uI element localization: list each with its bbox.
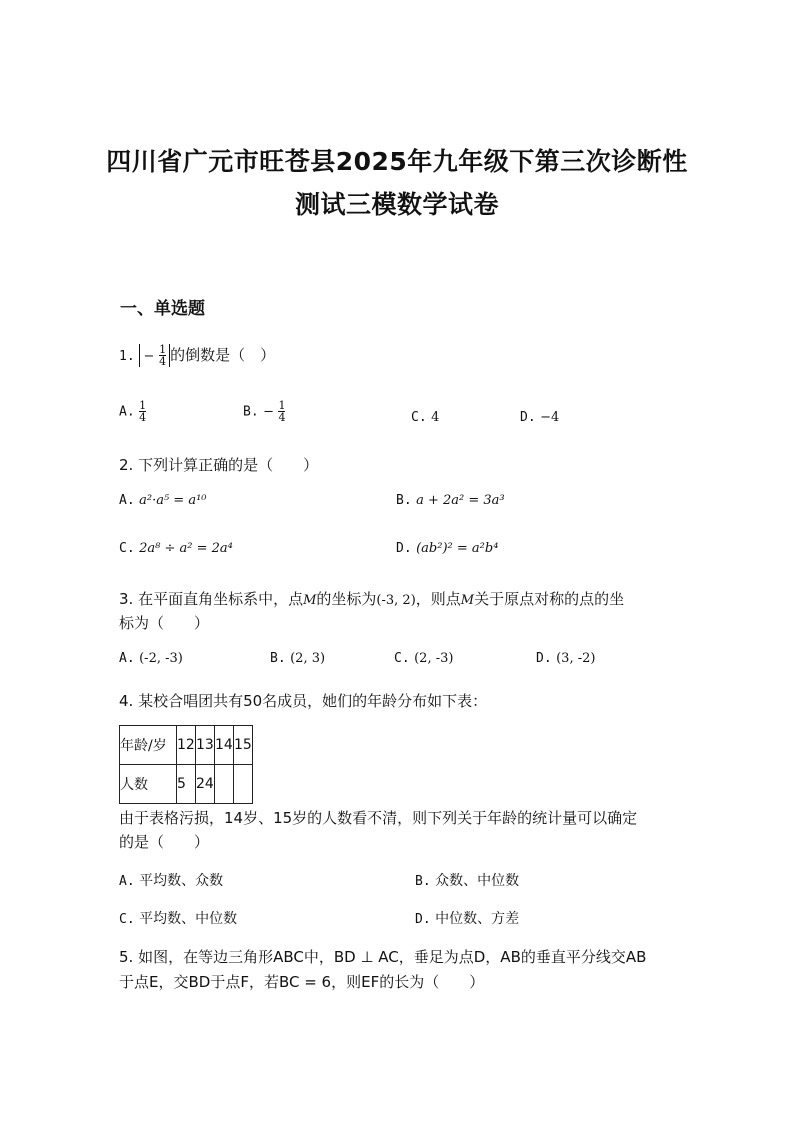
q2-option-d[interactable]: D. (ab²)² = a²b⁴ <box>396 541 499 556</box>
question-3-line2: 标为（ ） <box>119 614 210 632</box>
table-cell: 年龄/岁 <box>120 726 177 765</box>
question-4-line1: 由于表格污损，14岁、15岁的人数看不清，则下列关于年龄的统计量可以确定 <box>119 809 638 827</box>
table-cell <box>215 765 234 804</box>
table-row <box>120 765 253 804</box>
q3-option-a[interactable]: A. (-2, -3) <box>119 651 183 666</box>
q4-option-c[interactable]: C. 平均数、中位数 <box>119 911 238 927</box>
q4-option-b[interactable]: B. 众数、中位数 <box>415 873 520 889</box>
age-distribution-table <box>119 725 253 804</box>
question-1 <box>119 344 275 367</box>
q3-option-c[interactable]: C. (2, -3) <box>394 651 454 666</box>
document-title-line1: 四川省广元市旺苍县2025年九年级下第三次诊断性 <box>106 147 688 176</box>
absolute-value-expression: − $\frac{1}{4}$ <box>139 344 170 367</box>
table-row <box>120 726 253 765</box>
section-heading: 一、单选题 <box>120 299 205 319</box>
table-cell: 人数 <box>120 765 177 804</box>
q1-option-b[interactable]: B. − $\frac{1}{4}$ <box>243 399 286 424</box>
q1-option-c[interactable]: C. 4 <box>411 410 440 425</box>
question-4-line2: 的是（ ） <box>119 833 210 851</box>
fraction: $\frac{1}{4}$ <box>139 399 147 424</box>
table-cell: 5 <box>177 765 196 804</box>
q1-option-d[interactable]: D. −4 <box>520 410 560 425</box>
q2-option-b[interactable]: B. a + 2a² = 3a³ <box>396 493 505 508</box>
fraction: $\frac{1}{4}$ <box>278 399 286 424</box>
table-cell: 13 <box>196 726 215 765</box>
table-cell <box>234 765 253 804</box>
q4-option-d[interactable]: D. 中位数、方差 <box>415 911 520 927</box>
fraction: $\frac{1}{4}$ <box>159 343 167 368</box>
table-cell: 15 <box>234 726 253 765</box>
question-number: 1. <box>119 349 135 364</box>
question-4-stem: 4. 某校合唱团共有50名成员，她们的年龄分布如下表： <box>119 692 488 710</box>
q4-option-a[interactable]: A. 平均数、众数 <box>119 873 224 889</box>
question-2-stem: 2. 下列计算正确的是（ ） <box>119 456 319 474</box>
q3-option-b[interactable]: B. (2, 3) <box>270 651 326 666</box>
document-title-line2: 测试三模数学试卷 <box>294 190 499 219</box>
table-cell: 24 <box>196 765 215 804</box>
question-5-line1: 5. 如图，在等边三角形ABC中，BD ⊥ AC，垂足为点D，AB的垂直平分线交AB <box>119 948 647 966</box>
table-cell: 14 <box>215 726 234 765</box>
question-text: 的倒数是（ ） <box>170 346 276 364</box>
table-cell: 12 <box>177 726 196 765</box>
q1-option-a[interactable]: A. $\frac{1}{4}$ <box>119 399 147 424</box>
question-5-line2: 于点E，交BD于点F，若BC = 6，则EF的长为（ ） <box>119 973 485 991</box>
question-3-line1: 3. 在平面直角坐标系中，点M的坐标为(-3, 2)，则点M关于原点对称的点的坐 <box>119 590 625 608</box>
q3-option-d[interactable]: D. (3, -2) <box>536 651 596 666</box>
q2-option-a[interactable]: A. a²·a⁵ = a¹⁰ <box>119 493 207 508</box>
q2-option-c[interactable]: C. 2a⁸ ÷ a² = 2a⁴ <box>119 541 233 556</box>
